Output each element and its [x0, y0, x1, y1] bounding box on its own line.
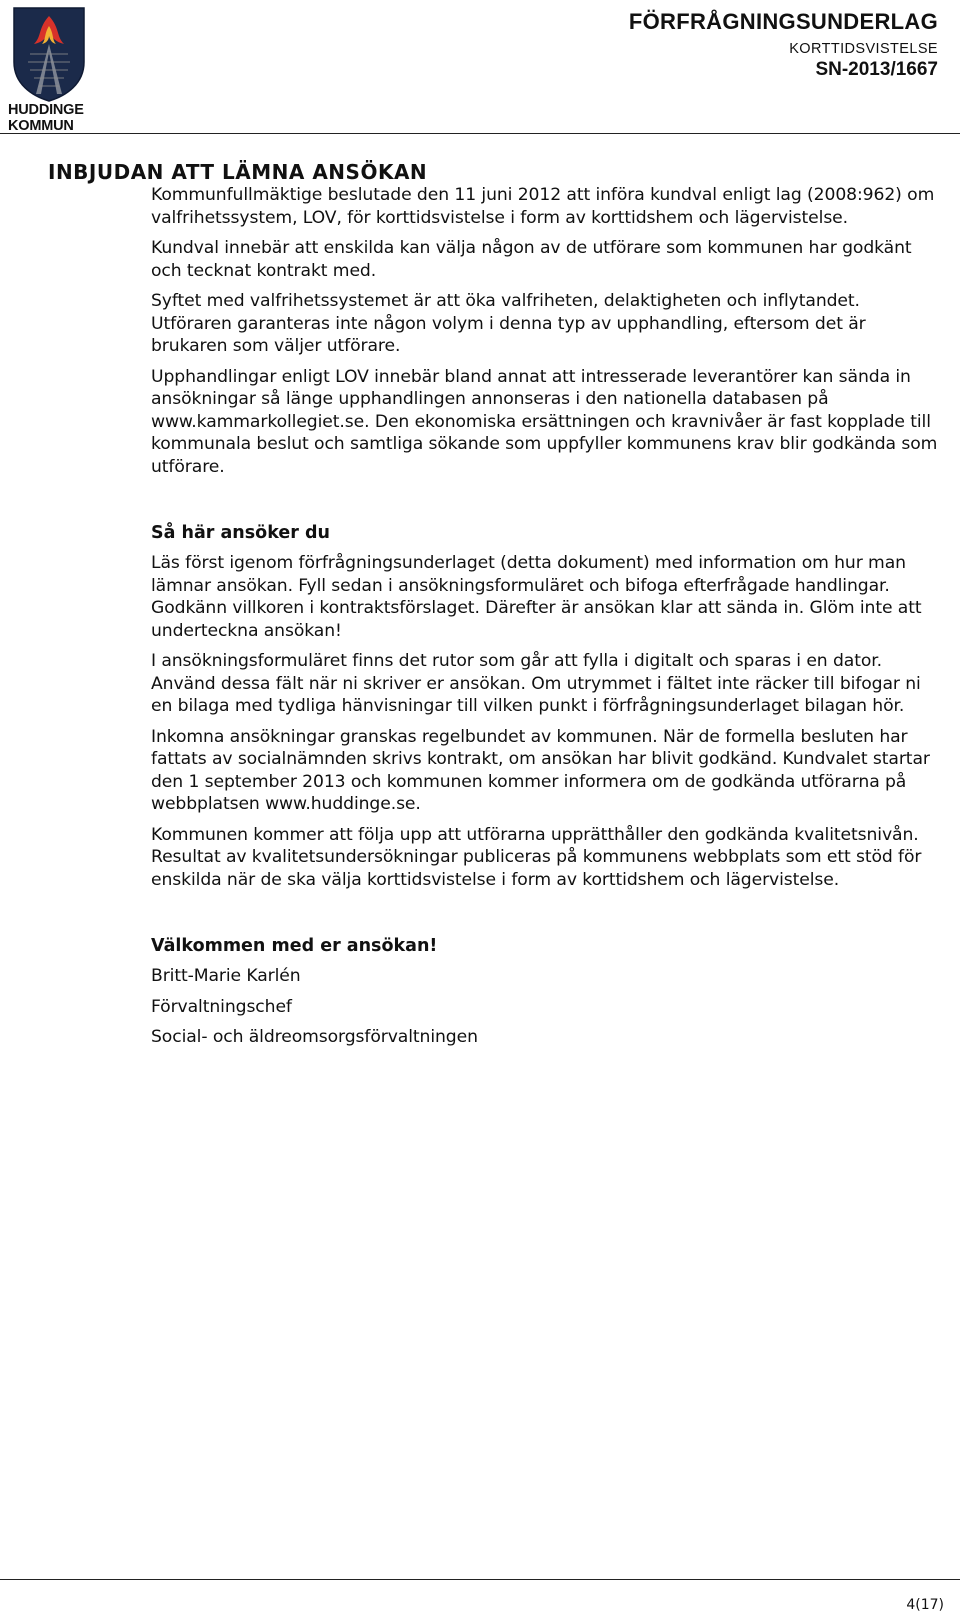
- intro-paragraph: Utföraren garanteras inte någon volym i denna typ av upphandling, eftersom det är brukaren som väljer utförare.: [151, 313, 866, 356]
- how-to-apply-paragraph: Läs först igenom förfrågningsunderlaget (detta dokument) med information om hur man lämnar ansökan. Fyll sedan i ansökningsformuläret och bifoga efterfrågade handlingar. Godkänn villkoren i kontraktsförslaget. Därefter är ansökan klar att sända in. Glöm inte att underteckna ansökan!: [151, 553, 922, 641]
- document-body: [151, 184, 946, 1057]
- municipality-logo: [8, 6, 94, 134]
- footer-divider: [0, 1579, 960, 1580]
- intro-paragraph: Kundval innebär att enskilda kan välja någon av de utförare som kommunen har godkänt och tecknat kontrakt med.: [151, 238, 912, 281]
- signatory-name: Britt-Marie Karlén: [151, 966, 301, 986]
- document-reference: SN-2013/1667: [815, 59, 938, 80]
- signatory-title: Förvaltningschef: [151, 996, 292, 1017]
- page-title: INBJUDAN ATT LÄMNA ANSÖKAN: [48, 160, 428, 184]
- document-header: [629, 8, 938, 82]
- signatory-department: Social- och äldreomsorgsförvaltningen: [151, 1027, 478, 1047]
- intro-paragraph: Kommunfullmäktige beslutade den 11 juni 2012 att införa kundval enligt lag (2008:962) om valfrihetssystem, LOV, för korttidsvistelse i form av korttidshem och lägervistelse.: [151, 185, 935, 228]
- huddinge-coat-of-arms-icon: [8, 6, 94, 102]
- how-to-apply-paragraph: I ansökningsformuläret finns det rutor som går att fylla i digitalt och sparas i en dator. Använd dessa fält när ni skriver er ansökan. Om utrymmet i fältet inte räcker till bifogar ni en bilaga med tydliga hänvisningar till vilken punkt i förfrågningsunderlaget bilagan hör.: [151, 651, 921, 716]
- logo-text-line1: HUDDINGE: [8, 102, 84, 118]
- logo-text: [8, 102, 98, 134]
- welcome-line: Välkommen med er ansökan!: [151, 936, 438, 956]
- section-heading-how-to-apply: Så här ansöker du: [151, 523, 330, 543]
- how-to-apply-paragraph: Inkomna ansökningar granskas regelbundet av kommunen. När de formella besluten har fattats av socialnämnden skrivs kontrakt, om ansökan har blivit godkänd. Kundvalet startar den 1 september 2013 och kommunen kommer informera om de godkända utförarna på webbplatsen www.huddinge.se.: [151, 726, 930, 814]
- how-to-apply-paragraph: Kommunen kommer att följa upp att utförarna upprätthåller den godkända kvalitetsnivån. Resultat av kvalitetsundersökningar publiceras på kommunens webbplats som ett stöd för enskilda när de ska välja korttidsvistelse i form av korttidshem och lägervistelse.: [151, 824, 922, 890]
- intro-paragraph: Upphandlingar enligt LOV innebär bland annat att intresserade leverantörer kan sända in ansökningar så länge upphandlingen annonseras i den nationella databasen på www.kammarkollegiet.se. Den ekonomiska ersättningen och kravnivåer är fast kopplade till kommunala beslut och samtliga sökande som uppfyller kommunens krav blir godkända som utförare.: [151, 366, 938, 477]
- logo-text-line2: KOMMUN: [8, 118, 74, 134]
- intro-paragraph: Syftet med valfrihetssystemet är att öka valfriheten, delaktigheten och inflytandet.: [151, 291, 860, 311]
- header-divider: [0, 133, 960, 134]
- page-number: 4(17): [906, 1597, 944, 1613]
- document-subtitle: KORTTIDSVISTELSE: [789, 41, 938, 57]
- document-title: FÖRFRÅGNINGSUNDERLAG: [628, 9, 938, 34]
